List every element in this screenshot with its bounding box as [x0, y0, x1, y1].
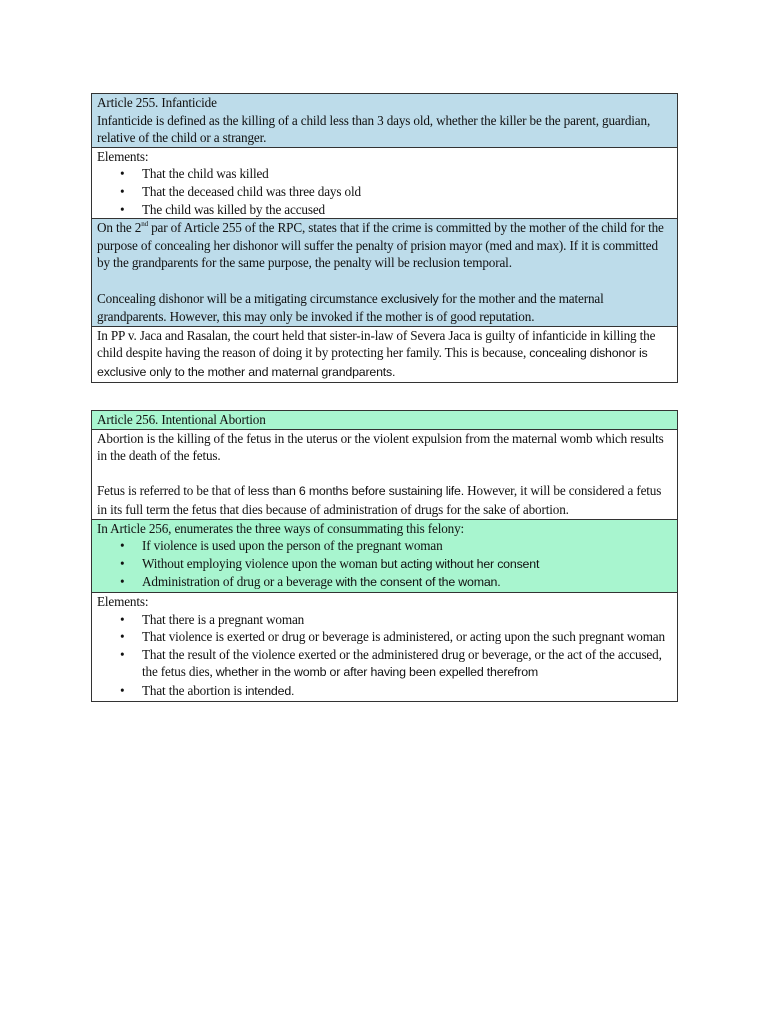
- list-item: • That the result of the violence exerted or the administered drug or beverage, or the act of the accused, the fetus dies, whether in the womb or after having been expelled therefrom: [142, 646, 672, 682]
- article-256-ways-cell: [92, 519, 678, 592]
- list-item: • That the deceased child was three days old: [142, 183, 672, 201]
- list-item: • The child was killed by the accused: [142, 201, 672, 219]
- ways-list: [97, 537, 672, 592]
- elements-label: Elements:: [97, 593, 149, 609]
- list-item: • That the child was killed: [142, 165, 672, 183]
- article-255-table: [91, 93, 678, 383]
- infanticide-definition: Infanticide is defined as the killing of a child less than 3 days old, whether the killer be the parent, guardian, relative of the child or a stranger.: [97, 112, 651, 146]
- list-item: • That there is a pregnant woman: [142, 611, 672, 629]
- article-255-header-cell: [92, 94, 678, 148]
- list-item: • That the abortion is intended.: [142, 682, 672, 701]
- article-256-title: Article 256. Intentional Abortion: [92, 411, 678, 430]
- list-item: • If violence is used upon the person of the pregnant woman: [142, 537, 672, 555]
- fetus-definition: Fetus is referred to be that of less than 6 months before sustaining life. However, it will be considered a fetus in its full term the fetus that dies because of administration of drugs for the sake of abortion.: [97, 483, 662, 517]
- article-255-penalty-cell: [92, 219, 678, 327]
- list-item: • That violence is exerted or drug or beverage is administered, or acting upon the such pregnant woman: [142, 628, 672, 646]
- article-255-elements-list: [97, 165, 672, 218]
- article-255-elements-cell: [92, 147, 678, 218]
- article-256-definition-cell: [92, 429, 678, 519]
- mitigating-circumstance-text: Concealing dishonor will be a mitigating circumstance exclusively for the mother and the maternal grandparents. However, this may only be invoked if the mother is of good reputation.: [97, 290, 604, 325]
- elements-label: Elements:: [97, 148, 149, 164]
- ways-intro: In Article 256, enumerates the three ways of consummating this felony:: [97, 520, 465, 536]
- list-item: • Without employing violence upon the woman but acting without her consent: [142, 555, 672, 574]
- article-255-title: Article 255. Infanticide: [97, 95, 217, 110]
- article-256-table: [91, 410, 678, 702]
- article-256-elements-list: [97, 611, 672, 701]
- jaca-case-text: In PP v. Jaca and Rasalan, the court held that sister-in-law of Severa Jaca is guilty of infanticide in killing the child despite having the reason of doing it by protecting her family. This is because, concealing dishonor is exclusive only to the mother and maternal grandparents.: [97, 327, 656, 379]
- abortion-definition: Abortion is the killing of the fetus in the uterus or the violent expulsion from the maternal womb which results in the death of the fetus.: [97, 430, 664, 464]
- article-255-case-cell: [92, 326, 678, 382]
- list-item: • Administration of drug or a beverage with the consent of the woman.: [142, 573, 672, 592]
- article-256-elements-cell: [92, 592, 678, 701]
- second-paragraph-text: On the 2nd par of Article 255 of the RPC, states that if the crime is committed by the mother of the child for the purpose of concealing her dishonor will suffer the penalty of prision mayor (med and max). If it is committed by the grandparents for the same purpose, the penalty will be reclusion temporal.: [97, 220, 664, 271]
